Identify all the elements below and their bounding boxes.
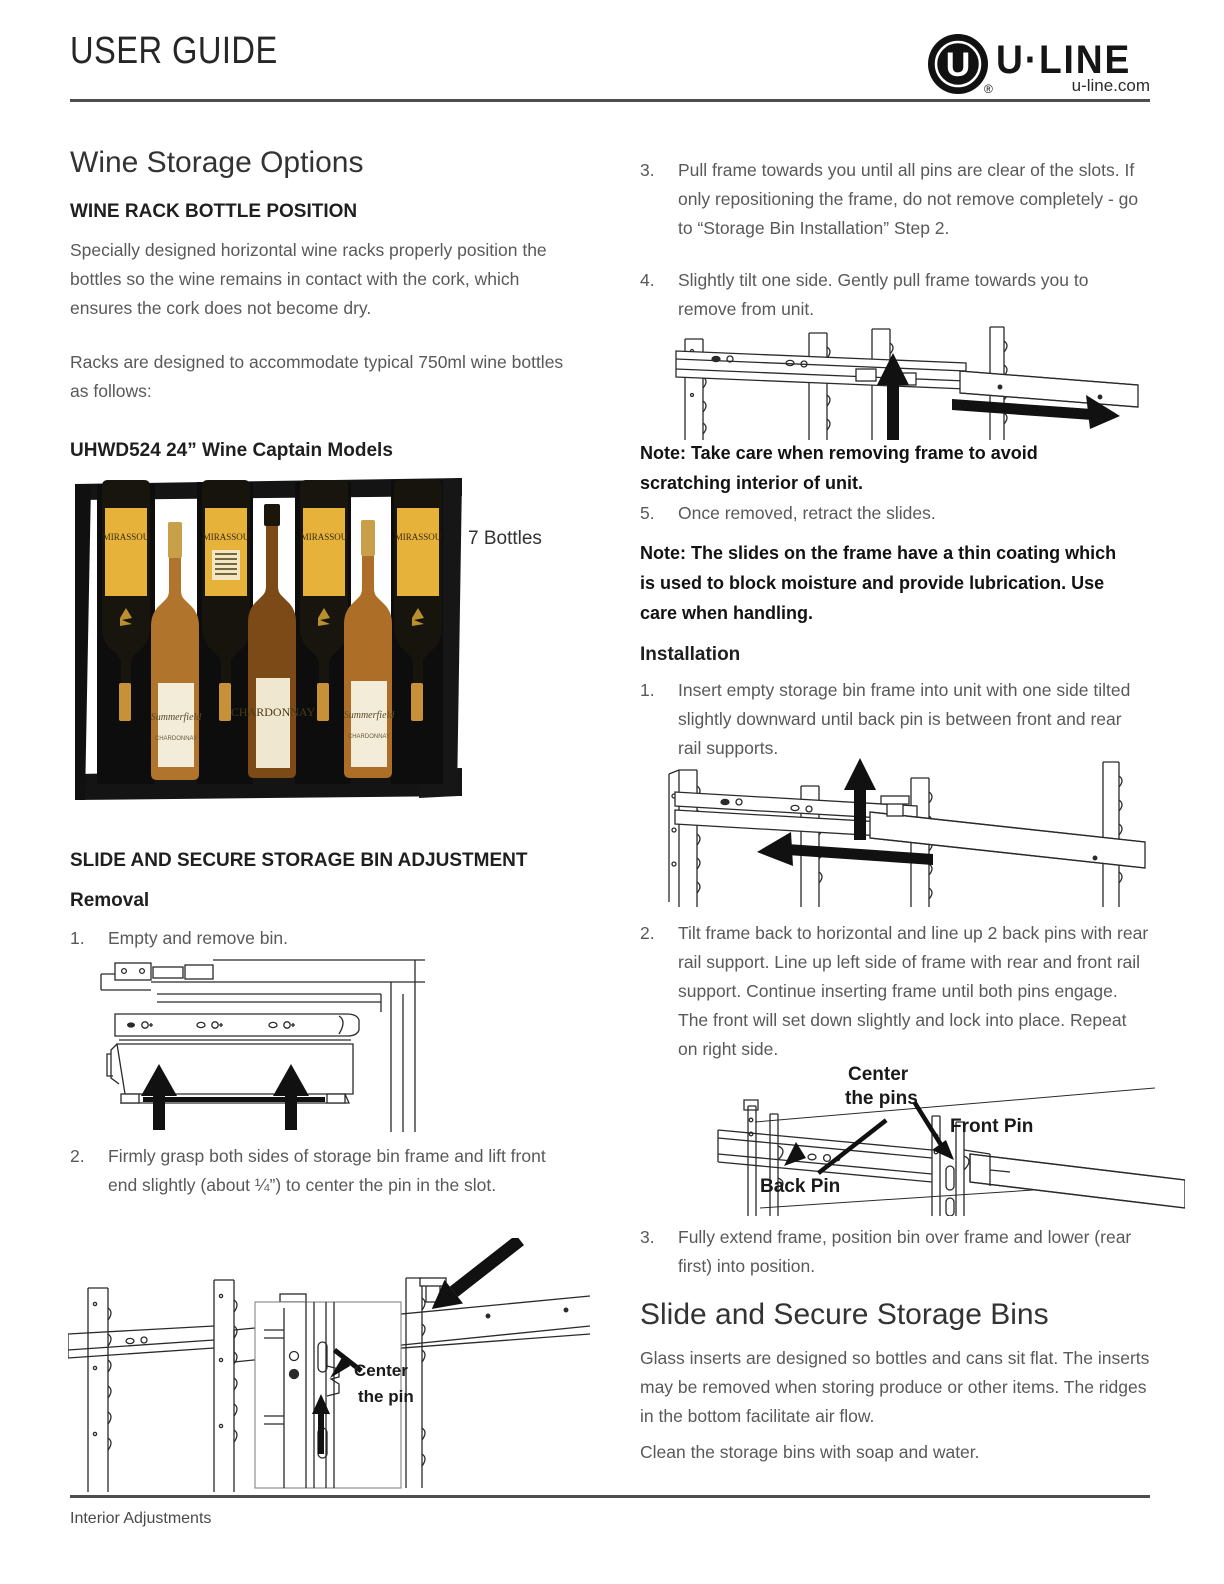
center-pins-diagram (700, 1058, 1185, 1216)
step-text: Once removed, retract the slides. (678, 503, 936, 523)
center-pins-label-line2: the pins (845, 1088, 918, 1109)
footer-divider (70, 1495, 1150, 1498)
right-column (640, 0, 1152, 1584)
step-number: 5. (640, 503, 655, 523)
step-text: Tilt frame back to horizontal and line up 2 back pins with rear rail support. Line up left side of frame with rear and front rail support. Continue inserting frame until both pins engage. The front will set down slightly and lock into place. Repeat on right side. (678, 923, 1149, 1059)
svg-text:CHARDONNAY: CHARDONNAY (347, 734, 391, 740)
frame-removal-diagram (660, 325, 1150, 440)
removal-step-2 (70, 1142, 570, 1200)
step-number: 1. (70, 928, 85, 948)
svg-text:MIRASSOU: MIRASSOU (102, 532, 150, 542)
installation-heading: Installation (640, 644, 741, 665)
removal-step-4 (640, 266, 1148, 324)
step-text: Slightly tilt one side. Gently pull frame towards you to remove from unit. (678, 270, 1089, 319)
wine-rack-photo (75, 478, 462, 800)
step-number: 3. (640, 160, 655, 180)
upright-wine-bottles (151, 504, 396, 780)
removal-step-5 (640, 499, 1148, 528)
storage-bins-heading: Slide and Secure Storage Bins (640, 1298, 1049, 1331)
installation-step-3 (640, 1223, 1148, 1281)
svg-text:CHARDONNAY: CHARDONNAY (230, 705, 316, 719)
back-pin-label: Back Pin (760, 1176, 841, 1197)
slide-secure-adjustment-heading: SLIDE AND SECURE STORAGE BIN ADJUSTMENT (70, 850, 528, 871)
step-text: Fully extend frame, position bin over frame and lower (rear first) into position. (678, 1227, 1132, 1276)
bottle-count-caption: 7 Bottles (468, 528, 542, 549)
svg-text:MIRASSOU: MIRASSOU (202, 532, 250, 542)
step-text: Empty and remove bin. (108, 928, 288, 948)
brand-website: u-line.com (1071, 76, 1150, 95)
removal-step-1 (70, 924, 570, 953)
rail-slots (127, 1022, 295, 1028)
center-pin-diagram (68, 1238, 590, 1492)
step-text: Firmly grasp both sides of storage bin frame and lift front end slightly (about ¼”) to center the pin in the slot. (108, 1146, 546, 1195)
note-slide-coating: Note: The slides on the frame have a thin coating which is used to block moisture and provide lubrication. Use care when handling. (640, 543, 1117, 623)
registered-mark: ® (984, 82, 993, 96)
label-arrow-icon (784, 1118, 888, 1174)
rack-paragraph-2: Racks are designed to accommodate typical 750ml wine bottles as follows: (70, 352, 564, 401)
step-number: 2. (640, 923, 655, 943)
svg-text:CHARDONNAY: CHARDONNAY (154, 736, 198, 742)
clean-bins-paragraph: Clean the storage bins with soap and water. (640, 1442, 980, 1462)
svg-text:U: U (945, 46, 971, 84)
front-pin-label: Front Pin (950, 1116, 1034, 1137)
step-number: 2. (70, 1146, 85, 1166)
left-column (70, 0, 572, 1584)
removal-heading: Removal (70, 890, 150, 911)
step-text: Insert empty storage bin frame into unit with one side tilted slightly downward until back pin is between front and rear rail supports. (678, 680, 1131, 758)
center-pin-label-line2: the pin (358, 1387, 414, 1406)
svg-text:Summerfield: Summerfield (150, 712, 202, 723)
brand-wordmark: U·LINE (996, 38, 1132, 82)
frame-insertion-diagram (665, 752, 1150, 907)
step-number: 1. (640, 680, 655, 700)
rack-paragraph-1: Specially designed horizontal wine racks properly position the bottles so the wine remains in contact with the cork, which ensures the cork does not become dry. (70, 240, 547, 318)
note-removing-frame: Note: Take care when removing frame to avoid scratching interior of unit. (640, 443, 1038, 493)
bin-removal-diagram (95, 958, 425, 1132)
storage-bins-paragraph: Glass inserts are designed so bottles and cans sit flat. The inserts may be removed when storing produce or other items. The ridges in the bottom facilitate air flow. (640, 1348, 1150, 1426)
center-pins-label-line1: Center (848, 1064, 909, 1085)
unit-frame (101, 960, 425, 1132)
installation-step-2 (640, 919, 1150, 1064)
svg-text:Summerfield: Summerfield (343, 710, 395, 721)
telescoping-rail (676, 351, 1138, 407)
step-text: Pull frame towards you until all pins are clear of the slots. If only repositioning the frame, do not remove completely - go to “Storage Bin Installation” Step 2. (678, 160, 1139, 238)
center-pin-label-line1: Center (354, 1361, 408, 1380)
wine-rack-heading: WINE RACK BOTTLE POSITION (70, 201, 358, 222)
step-number: 3. (640, 1227, 655, 1247)
footer-section-label: Interior Adjustments (70, 1510, 212, 1527)
label-arrow-icon (912, 1101, 954, 1160)
svg-text:MIRASSOU: MIRASSOU (300, 532, 348, 542)
removal-step-3 (640, 156, 1148, 243)
model-heading: UHWD524 24” Wine Captain Models (70, 440, 393, 461)
section-title: Wine Storage Options (70, 146, 364, 179)
page-title: USER GUIDE (70, 30, 278, 72)
step-number: 4. (640, 270, 655, 290)
svg-text:MIRASSOU: MIRASSOU (394, 532, 442, 542)
installation-step-1 (640, 676, 1148, 763)
